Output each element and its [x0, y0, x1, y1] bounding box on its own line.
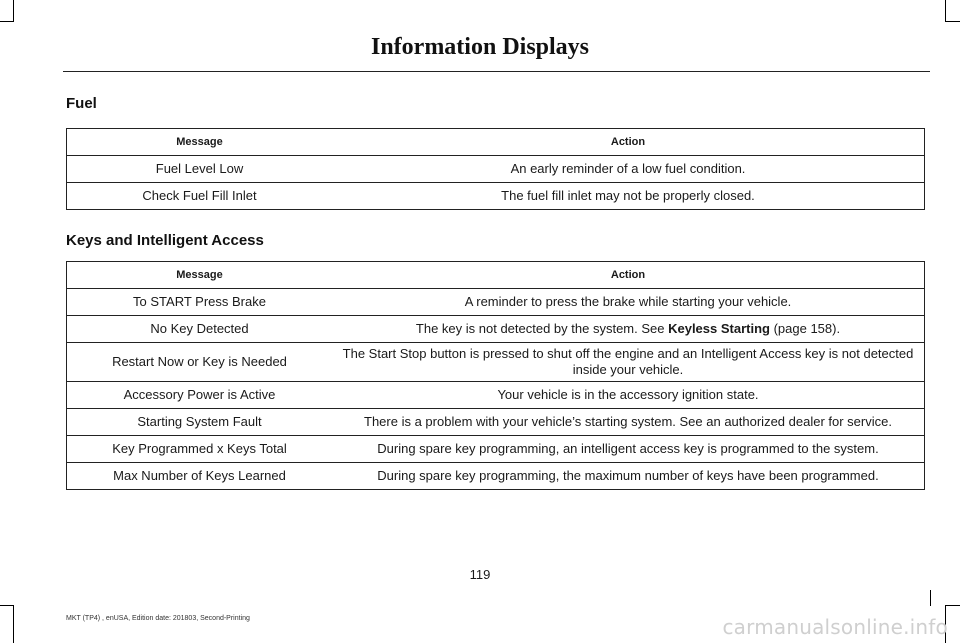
message-cell: No Key Detected	[67, 316, 333, 343]
action-cell: A reminder to press the brake while starting your vehicle.	[332, 289, 925, 316]
cross-reference-link[interactable]: Keyless Starting	[668, 321, 770, 336]
table-header-row	[67, 129, 925, 156]
action-cell: An early reminder of a low fuel condition.	[332, 156, 925, 183]
message-cell: Check Fuel Fill Inlet	[67, 183, 333, 210]
crop-mark	[13, 605, 14, 643]
keys-table	[66, 261, 925, 490]
crop-mark	[945, 605, 960, 606]
footer-edition-note: MKT (TP4) , enUSA, Edition date: 201803, Second-Printing	[66, 615, 250, 622]
crop-mark	[945, 21, 960, 22]
message-cell: Starting System Fault	[67, 409, 333, 436]
section-title-keys: Keys and Intelligent Access	[66, 232, 264, 249]
crop-mark	[945, 0, 946, 22]
page-number: 119	[469, 567, 491, 582]
table-header-row	[67, 262, 925, 289]
action-text: The key is not detected by the system. See	[415, 321, 669, 336]
message-cell: Fuel Level Low	[67, 156, 333, 183]
crop-mark	[0, 21, 14, 22]
fuel-table	[66, 128, 925, 210]
section-title-fuel: Fuel	[66, 95, 97, 112]
column-header-message: Message	[67, 262, 333, 289]
header-divider	[63, 71, 930, 72]
message-cell: To START Press Brake	[67, 289, 333, 316]
crop-mark	[930, 590, 931, 606]
table-row	[67, 289, 925, 316]
column-header-message: Message	[67, 129, 333, 156]
message-cell: Restart Now or Key is Needed	[67, 343, 333, 382]
message-cell: Max Number of Keys Learned	[67, 463, 333, 490]
table-row	[67, 156, 925, 183]
page-title: Information Displays	[370, 34, 590, 60]
crop-mark	[13, 0, 14, 22]
table-row	[67, 316, 925, 343]
table-row	[67, 463, 925, 490]
action-cell: During spare key programming, the maximum number of keys have been programmed.	[332, 463, 925, 490]
message-cell: Key Programmed x Keys Total	[67, 436, 333, 463]
table-row	[67, 436, 925, 463]
action-cell: The Start Stop button is pressed to shut off the engine and an Intelligent Access key is not detected inside your vehicle.	[332, 343, 925, 382]
table-row	[67, 183, 925, 210]
action-cell: The fuel fill inlet may not be properly closed.	[332, 183, 925, 210]
column-header-action: Action	[332, 262, 925, 289]
table-row	[67, 343, 925, 382]
page-reference: (page 158).	[769, 321, 841, 336]
crop-mark	[0, 605, 14, 606]
watermark: carmanualsonline.info	[722, 615, 948, 639]
column-header-action: Action	[332, 129, 925, 156]
table-row	[67, 409, 925, 436]
action-cell	[332, 316, 925, 343]
message-cell: Accessory Power is Active	[67, 382, 333, 409]
table-row	[67, 382, 925, 409]
action-cell: Your vehicle is in the accessory ignition state.	[332, 382, 925, 409]
action-cell: There is a problem with your vehicle’s starting system. See an authorized dealer for service.	[332, 409, 925, 436]
action-cell: During spare key programming, an intelligent access key is programmed to the system.	[332, 436, 925, 463]
